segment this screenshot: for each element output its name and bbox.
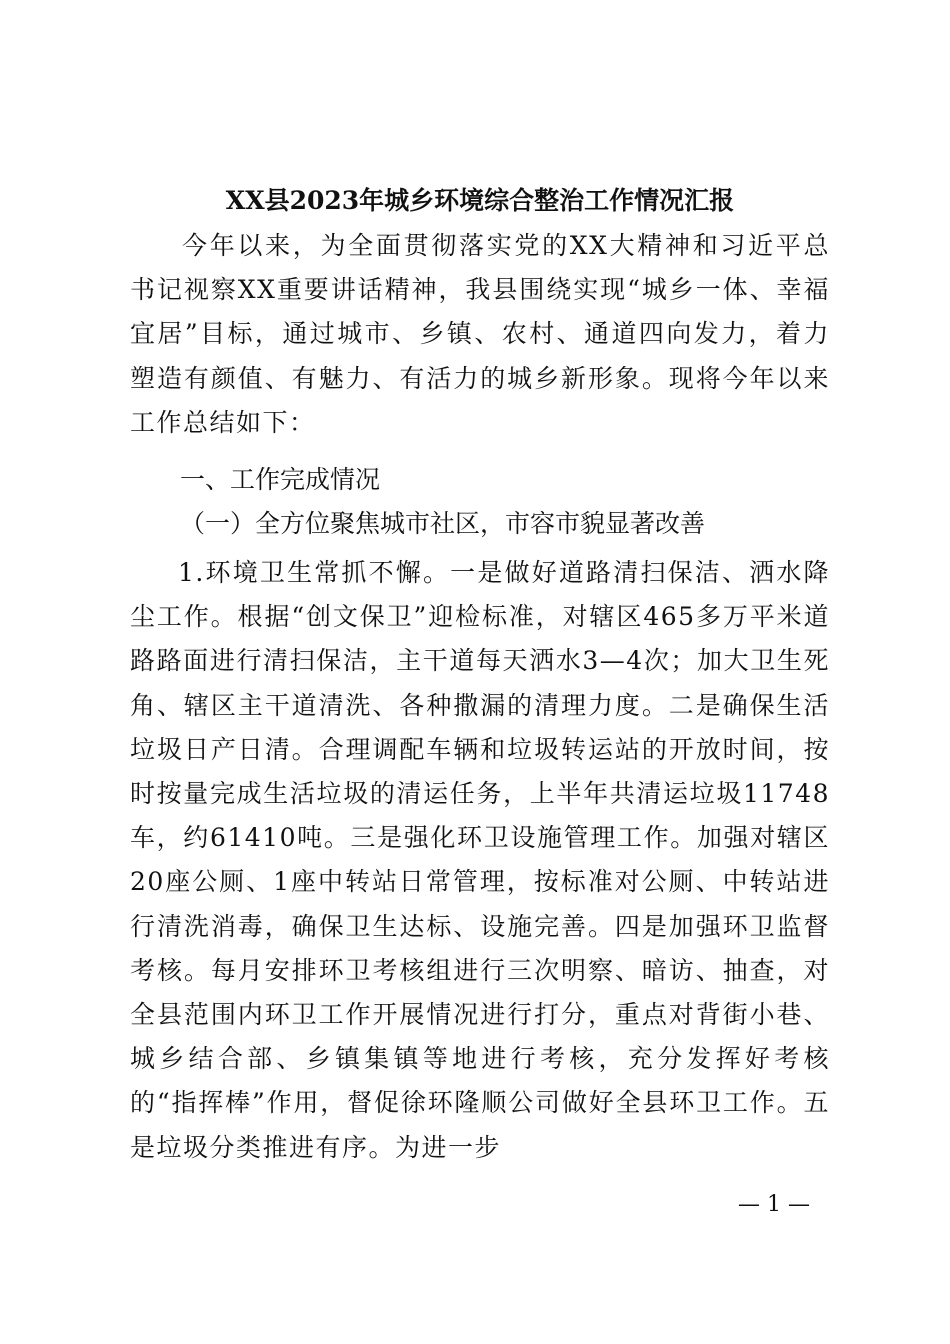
page-number: — 1 — (738, 1192, 810, 1217)
body-paragraph: 1.环境卫生常抓不懈。一是做好道路清扫保洁、洒水降尘工作。根据“创文保卫”迎检标准，对辖区465多万平米道路路面进行清扫保洁，主干道每天洒水3—4次；加大卫生死角、辖区主干道清洗、各种撒漏的清理力度。二是确保生活垃圾日产日清。合理调配车辆和垃圾转运站的开放时间，按时按量完成生活垃圾的清运任务，上半年共清运垃圾11748车，约61410吨。三是强化环卫设施管理工作。加强对辖区20座公厕、1座中转站日常管理，按标准对公厕、中转站进行清洗消毒，确保卫生达标、设施完善。四是加强环卫监督考核。每月安排环卫考核组进行三次明察、暗访、抽查，对全县范围内环卫工作开展情况进行打分，重点对背街小巷、城乡结合部、乡镇集镇等地进行考核，充分发挥好考核的“指挥棒”作用，督促徐环隆顺公司做好全县环卫工作。五是垃圾分类推进有序。为进一步 (130, 558, 830, 1162)
intro-paragraph: 今年以来，为全面贯彻落实党的XX大精神和习近平总书记视察XX重要讲话精神，我县围绕实现“城乡一体、幸福宜居”目标，通过城市、乡镇、农村、通道四向发力，着力塑造有颜值、有魅力、有活力的城乡新形象。现将今年以来工作总结如下： (130, 231, 830, 437)
document-title: XX县2023年城乡环境综合整治工作情况汇报 (225, 186, 735, 215)
section-heading: 一、工作完成情况 (180, 465, 381, 494)
subsection-heading: （一）全方位聚焦城市社区，市容市貌显著改善 (180, 509, 706, 538)
